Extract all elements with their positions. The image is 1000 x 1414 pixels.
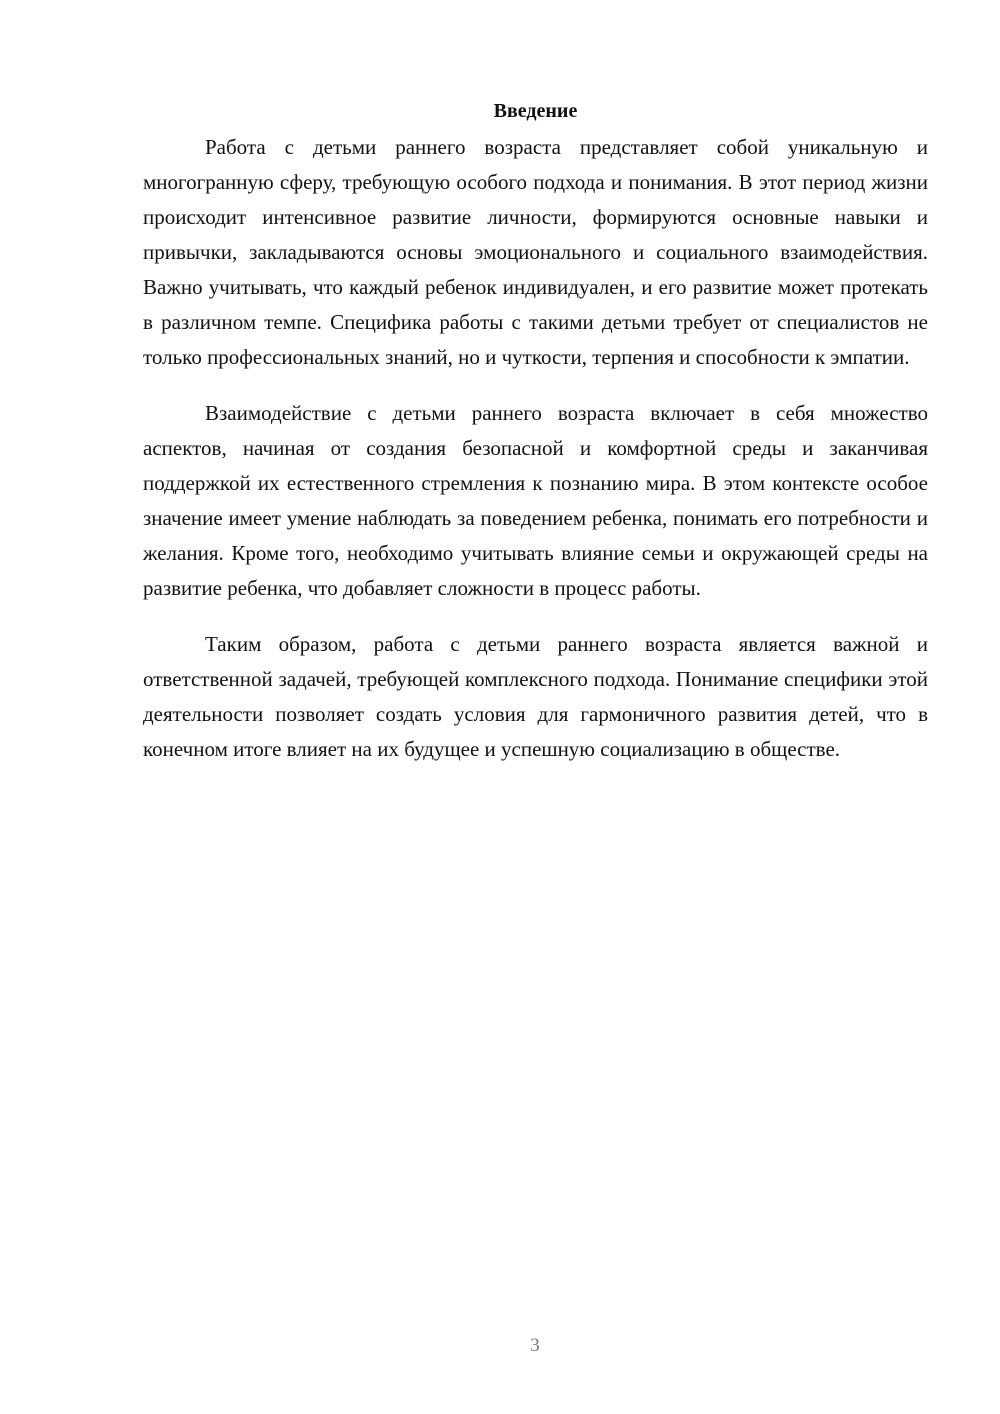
paragraph-3: Таким образом, работа с детьми раннего возраста является важной и ответственной задачей, требующей комплексного подхода. Понимание специфики этой деятельности позволяет создать условия для гармоничного развития детей, что в конечном итоге влияет на их будущее и успешную социализацию в обществе. (143, 632, 928, 761)
paragraph-2: Взаимодействие с детьми раннего возраста включает в себя множество аспектов, начиная от создания безопасной и комфортной среды и заканчивая поддержкой их естественного стремления к познанию мира. В этом контексте особое значение имеет умение наблюдать за поведением ребенка, понимать его потребности и желания. Кроме того, необходимо учитывать влияние семьи и окружающей среды на развитие ребенка, что добавляет сложности в процесс работы. (143, 401, 928, 600)
page-content (143, 96, 928, 788)
paragraph-1: Работа с детьми раннего возраста представляет собой уникальную и многогранную сферу, требующую особого подхода и понимания. В этот период жизни происходит интенсивное развитие личности, формируются основные навыки и привычки, закладываются основы эмоционального и социального взаимодействия. Важно учитывать, что каждый ребенок индивидуален, и его развитие может протекать в различном темпе. Специфика работы с такими детьми требует от специалистов не только профессиональных знаний, но и чуткости, терпения и способности к эмпатии. (143, 135, 928, 369)
section-title: Введение (493, 100, 578, 122)
page-number: 3 (530, 1335, 540, 1356)
